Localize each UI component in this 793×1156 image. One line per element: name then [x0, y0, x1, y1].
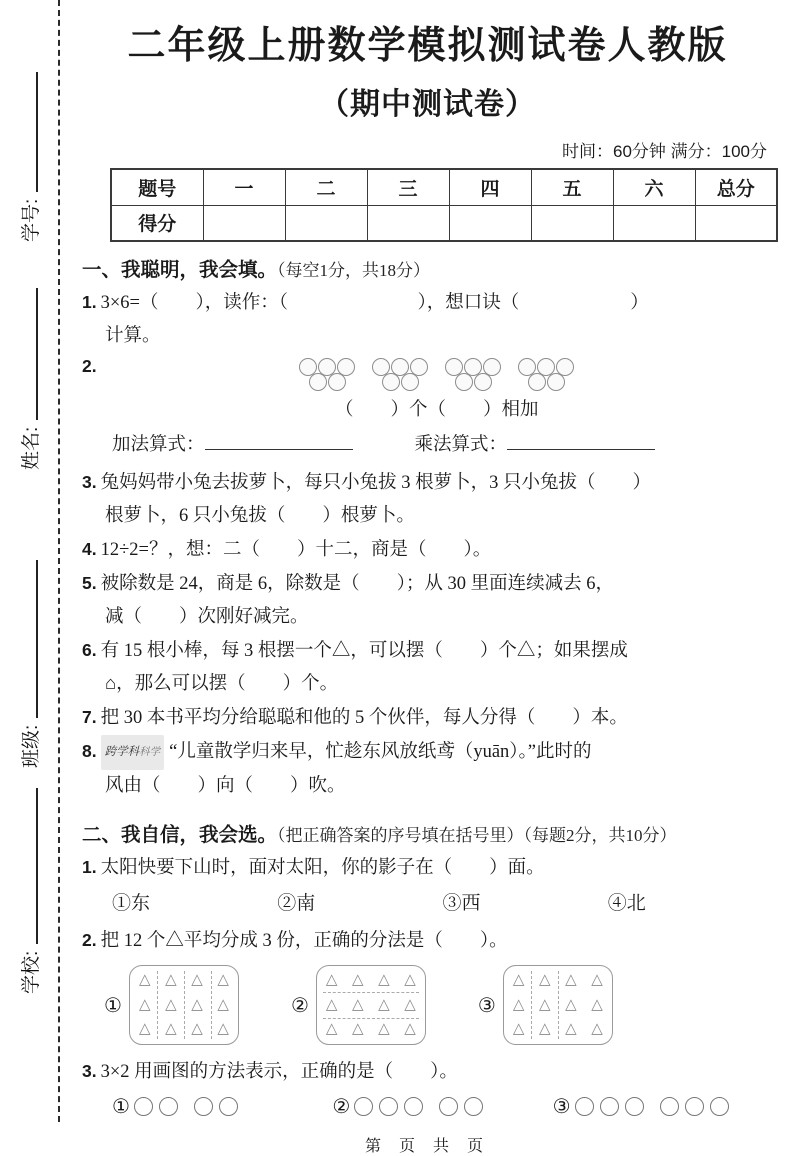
option-number: ③ [552, 1096, 571, 1118]
circle-icon [382, 373, 400, 391]
badge-bold-text: 跨学科 [104, 746, 140, 758]
question-s1q6 [82, 634, 773, 668]
triangle-icon: △ [378, 972, 390, 988]
page-subtitle: （期中测试卷） [319, 88, 536, 121]
circle-icon [685, 1097, 704, 1116]
question-s1q2 [82, 356, 773, 421]
class-label: 班级: [21, 724, 42, 768]
dashed-divider [184, 971, 185, 1039]
circle-group [575, 1097, 644, 1116]
triangle-icon: △ [325, 1021, 338, 1038]
circle-group [518, 358, 574, 391]
triangle-icon: △ [325, 996, 338, 1013]
circle-icon [439, 1097, 458, 1116]
section1-heading-title: 一、我聪明，我会填。 [82, 259, 278, 281]
triangle-icon: △ [138, 972, 151, 988]
student-id-label: 学号: [21, 198, 42, 242]
circle-icon [328, 373, 346, 391]
option-north: ④北 [607, 893, 646, 914]
triangle-icon: △ [191, 996, 203, 1013]
question-s1q1-continuation: 计算。 [105, 326, 161, 346]
question-number: 5. [82, 573, 97, 593]
triangle-icon: △ [565, 1021, 577, 1038]
question-text: “儿童散学归来早，忙趁东风放纸鸢（yuān）。”此时的 [169, 742, 592, 762]
triangle-icon: △ [378, 1021, 390, 1038]
circle-icon [455, 373, 473, 391]
question-number: 6. [82, 640, 97, 660]
score-table-score-row [111, 205, 777, 241]
question-text: 兔妈妈带小兔去拔萝卜，每只小兔拔 3 根萝卜，3 只小兔拔（ ） [100, 473, 651, 493]
score-header-cell: 六 [613, 169, 695, 205]
section2-heading [82, 819, 773, 847]
circle-icon [528, 373, 546, 391]
question-number: 2. [82, 930, 97, 950]
circle-icon [660, 1097, 679, 1116]
question-s2q1 [82, 851, 773, 885]
triangle-icon: △ [191, 972, 203, 988]
triangle-icon: △ [591, 1021, 603, 1038]
triangle-icon: △ [165, 972, 177, 988]
figure-option-number: ② [290, 994, 309, 1017]
score-table-header-row [111, 169, 777, 205]
circle-icon [474, 373, 492, 391]
page-footer: 第 页 共 页 [364, 1138, 490, 1155]
question-s1q3 [82, 466, 773, 500]
triangle-icon: △ [512, 1021, 525, 1038]
class-blank-line [36, 560, 38, 718]
triangle-icon: △ [538, 996, 551, 1013]
multiplication-equation-label: 乘法算式： [414, 435, 508, 455]
time-score-meta: 时间：60分钟 满分：100分 [562, 142, 767, 161]
section1-heading-note: （每空1分，共18分） [277, 261, 431, 280]
score-header-cell: 总分 [695, 169, 777, 205]
dashed-divider [558, 971, 559, 1039]
option-number: ① [112, 1096, 130, 1118]
triangle-box-figure [503, 965, 613, 1045]
question-s1q5-continuation: 减（ ）次刚好减完。 [105, 607, 309, 627]
addition-blank-line [205, 436, 353, 450]
triangle-icon: △ [165, 996, 177, 1013]
score-header-cell: 题号 [111, 169, 203, 205]
dashed-divider [211, 971, 212, 1039]
circle-icon [547, 373, 565, 391]
triangle-icon: △ [352, 972, 364, 988]
triangle-icon: △ [217, 972, 229, 988]
question-s1q5 [82, 567, 773, 601]
score-cell [613, 205, 695, 241]
option-west: ③西 [442, 893, 481, 914]
question-number: 8. [82, 741, 97, 761]
question-text: 3×6=（ ），读作：（ ），想口诀（ ） [100, 293, 649, 313]
triangle-box-figure [129, 965, 239, 1045]
triangle-icon: △ [191, 1021, 203, 1038]
question-s1q6-continuation: ⌂，那么可以摆（ ）个。 [105, 674, 339, 694]
circle-group [660, 1097, 729, 1116]
circle-groups-caption: （ ）个（ ）相加 [335, 400, 539, 420]
s2q3-options-row [82, 1094, 773, 1119]
triangle-icon: △ [217, 1021, 229, 1038]
score-header-cell: 二 [285, 169, 367, 205]
triangle-icon: △ [325, 972, 338, 988]
section2-heading-note1: （把正确答案的序号填在括号里） [277, 826, 524, 845]
triangle-icon: △ [404, 1021, 416, 1038]
triangle-icon: △ [352, 1021, 364, 1038]
circle-groups-figure [101, 356, 773, 421]
circle-icon [159, 1097, 178, 1116]
triangle-icon: △ [565, 996, 577, 1013]
question-text: 12÷2=？，想：二（ ）十二，商是（ ）。 [100, 540, 492, 560]
circle-icon [194, 1097, 213, 1116]
circle-group [354, 1097, 423, 1116]
circle-drawing-option-3 [553, 1094, 773, 1119]
s2q1-options-row [82, 888, 773, 915]
question-s1q1 [82, 286, 773, 320]
score-header-cell: 五 [531, 169, 613, 205]
question-s1q8 [82, 735, 773, 770]
question-s1q3-continuation: 根萝卜，6 只小兔拔（ ）根萝卜。 [105, 506, 415, 526]
section2-heading-title: 二、我自信，我会选。 [82, 824, 278, 846]
triangle-icon: △ [538, 972, 551, 988]
triangle-box-figure [316, 965, 426, 1045]
triangle-icon: △ [512, 996, 525, 1013]
addition-equation-label: 加法算式： [112, 435, 205, 455]
question-text: 有 15 根小棒，每 3 根摆一个△，可以摆（ ）个△；如果摆成 [100, 641, 628, 661]
dashed-divider [323, 1018, 419, 1019]
page-title: 二年级上册数学模拟测试卷人教版 [127, 25, 728, 67]
figure-option-number: ① [104, 994, 122, 1017]
cross-subject-science-badge [101, 735, 165, 770]
circle-icon [309, 373, 327, 391]
triangle-icon: △ [404, 996, 416, 1013]
question-text: 把 30 本书平均分给聪聪和他的 5 个伙伴，每人分得（ ）本。 [100, 708, 628, 728]
circle-group [194, 1097, 238, 1116]
school-blank-line [36, 788, 38, 944]
score-header-cell: 三 [367, 169, 449, 205]
school-label: 学校: [21, 950, 42, 994]
circle-drawing-option-2 [332, 1094, 552, 1119]
question-s1q4 [82, 533, 773, 567]
score-header-cell: 一 [203, 169, 285, 205]
circle-group [372, 358, 428, 391]
circle-icon [134, 1097, 153, 1116]
circle-icon [575, 1097, 594, 1116]
score-cell [449, 205, 531, 241]
circle-icon [401, 373, 419, 391]
figure-option-number: ③ [477, 994, 496, 1017]
circle-icon [219, 1097, 238, 1116]
question-number: 1. [82, 857, 97, 877]
dashed-divider [323, 992, 419, 993]
triangle-icon: △ [165, 1021, 177, 1038]
circle-icon [464, 1097, 483, 1116]
main-content [82, 0, 783, 1155]
score-cell [203, 205, 285, 241]
triangle-icon: △ [138, 1021, 151, 1038]
triangle-icon: △ [378, 996, 390, 1013]
triangle-icon: △ [591, 996, 603, 1013]
question-s1q8-continuation: 风由（ ）向（ ）吹。 [105, 776, 346, 796]
circle-icon [625, 1097, 644, 1116]
question-s1q7 [82, 701, 773, 735]
question-number: 7. [82, 707, 97, 727]
circle-icon [354, 1097, 373, 1116]
section1-heading [82, 254, 773, 282]
figure-option-2 [291, 965, 426, 1045]
question-text: 3×2 用画图的方法表示，正确的是（ ）。 [100, 1062, 458, 1082]
question-s2q2 [82, 924, 773, 958]
student-id-blank-line [36, 72, 38, 192]
score-header-cell: 四 [449, 169, 531, 205]
option-south: ②南 [277, 893, 316, 914]
name-blank-line [36, 288, 38, 420]
sidebar-field-class [16, 560, 42, 768]
section2-heading-note2: （每题2分，共10分） [523, 826, 677, 845]
option-number: ② [332, 1096, 351, 1118]
circle-groups [101, 358, 773, 391]
score-cell [695, 205, 777, 241]
triangle-icon: △ [217, 996, 229, 1013]
question-number: 4. [82, 539, 97, 559]
triangle-icon: △ [512, 972, 525, 988]
triangle-icon: △ [538, 1021, 551, 1038]
name-label: 姓名: [21, 426, 42, 470]
circle-group [299, 358, 355, 391]
question-number: 3. [82, 472, 97, 492]
circle-drawing-option-1 [112, 1094, 332, 1119]
multiplication-blank-line [507, 436, 655, 450]
figure-option-3 [478, 965, 613, 1045]
circle-group [439, 1097, 483, 1116]
question-number: 2. [82, 356, 97, 376]
score-row-label: 得分 [111, 205, 203, 241]
triangle-icon: △ [404, 972, 416, 988]
question-number: 3. [82, 1061, 97, 1081]
triangle-icon: △ [565, 972, 577, 988]
triangle-icon: △ [352, 996, 364, 1013]
dashed-divider [157, 971, 158, 1039]
triangle-grid [326, 971, 416, 1039]
circle-icon [710, 1097, 729, 1116]
equation-blanks-row [82, 430, 773, 456]
binding-dashed-line [58, 0, 60, 1122]
figure-option-1 [104, 965, 239, 1045]
circle-icon [600, 1097, 619, 1116]
option-east: ①东 [112, 893, 151, 914]
sidebar-field-school [16, 788, 42, 994]
score-table [110, 168, 778, 242]
circle-icon [404, 1097, 423, 1116]
s2q2-figures-row [82, 965, 773, 1045]
triangle-icon: △ [138, 996, 151, 1013]
circle-group [445, 358, 501, 391]
circle-icon [379, 1097, 398, 1116]
badge-light-text: 科学 [139, 746, 161, 758]
question-number: 1. [82, 292, 97, 312]
score-cell [531, 205, 613, 241]
question-text: 太阳快要下山时，面对太阳，你的影子在（ ）面。 [100, 858, 545, 878]
dashed-divider [531, 971, 532, 1039]
question-s2q3 [82, 1055, 773, 1089]
question-text: 被除数是 24，商是 6，除数是（ ）；从 30 里面连续减去 6， [100, 574, 614, 594]
score-cell [367, 205, 449, 241]
circle-group [134, 1097, 178, 1116]
sidebar-field-student-id [16, 72, 42, 242]
score-cell [285, 205, 367, 241]
triangle-icon: △ [591, 972, 603, 988]
sidebar-field-name [16, 288, 42, 470]
question-text: 把 12 个△平均分成 3 份，正确的分法是（ ）。 [100, 931, 508, 951]
